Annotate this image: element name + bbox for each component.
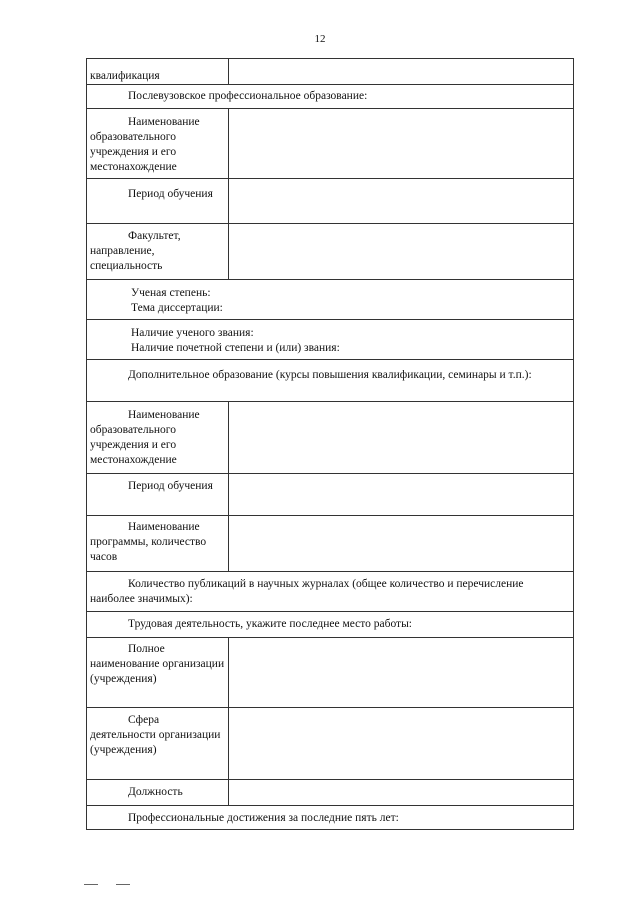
row-postgraduate-header <box>87 85 574 109</box>
row-qualification <box>87 59 574 85</box>
row-additional-header <box>87 360 574 402</box>
row-add-program <box>87 516 574 572</box>
label-org-name <box>87 638 229 708</box>
postgraduate-header: Послевузовское профессиональное образование: <box>87 85 574 109</box>
row-pg-period <box>87 179 574 224</box>
field-pg-institution[interactable] <box>229 109 574 179</box>
row-add-period <box>87 474 574 516</box>
academic-title-label: Наличие ученого звания: <box>131 327 254 339</box>
honorary-degree-label: Наличие почетной степени и (или) звания: <box>131 342 340 354</box>
publications-cell[interactable]: Количество публикаций в научных журналах (общее количество и перечисление наиболее значимых): <box>87 572 574 612</box>
field-pg-faculty[interactable] <box>229 224 574 280</box>
row-pg-institution <box>87 109 574 179</box>
page-number: 12 <box>314 33 326 45</box>
field-position[interactable] <box>229 780 574 806</box>
footer-marks <box>84 884 134 886</box>
row-org-sphere <box>87 708 574 780</box>
row-achievements <box>87 806 574 830</box>
label-add-institution-text: Наименование образовательного учреждения и его местонахождение <box>90 409 200 466</box>
label-pg-faculty-text: Факультет, направление, специальность <box>90 230 181 272</box>
row-publications <box>87 572 574 612</box>
field-pg-period[interactable] <box>229 179 574 224</box>
label-position-text: Должность <box>128 786 183 798</box>
achievements-cell[interactable]: Профессиональные достижения за последние пять лет: <box>87 806 574 830</box>
field-org-sphere[interactable] <box>229 708 574 780</box>
academic-title-cell[interactable] <box>87 320 574 360</box>
label-pg-institution <box>87 109 229 179</box>
row-add-institution <box>87 402 574 474</box>
field-org-name[interactable] <box>229 638 574 708</box>
label-pg-period <box>87 179 229 224</box>
label-pg-institution-text: Наименование образовательного учреждения и его местонахождение <box>90 116 200 173</box>
additional-header: Дополнительное образование (курсы повышения квалификации, семинары и т.п.): <box>87 360 574 402</box>
row-work-header <box>87 612 574 638</box>
dissertation-label: Тема диссертации: <box>131 302 223 314</box>
row-pg-faculty <box>87 224 574 280</box>
field-add-period[interactable] <box>229 474 574 516</box>
label-add-period <box>87 474 229 516</box>
label-org-name-text: Полное наименование организации (учреждения) <box>90 643 225 685</box>
label-pg-period-text: Период обучения <box>128 188 213 200</box>
label-qualification: квалификация <box>87 59 229 85</box>
degree-label: Ученая степень: <box>131 287 211 299</box>
row-degree <box>87 280 574 320</box>
row-org-name <box>87 638 574 708</box>
label-add-institution <box>87 402 229 474</box>
label-add-program-text: Наименование программы, количество часов <box>90 521 207 563</box>
label-org-sphere <box>87 708 229 780</box>
field-add-program[interactable] <box>229 516 574 572</box>
questionnaire-table <box>86 58 574 830</box>
work-header: Трудовая деятельность, укажите последнее место работы: <box>87 612 574 638</box>
row-academic-title <box>87 320 574 360</box>
label-add-program <box>87 516 229 572</box>
footer-mark-2 <box>116 884 130 885</box>
footer-mark-1 <box>84 884 98 885</box>
degree-cell[interactable] <box>87 280 574 320</box>
field-qualification[interactable] <box>229 59 574 85</box>
field-add-institution[interactable] <box>229 402 574 474</box>
label-position <box>87 780 229 806</box>
label-pg-faculty <box>87 224 229 280</box>
label-add-period-text: Период обучения <box>128 480 213 492</box>
row-position <box>87 780 574 806</box>
label-org-sphere-text: Сфера деятельности организации (учреждения) <box>90 714 221 756</box>
